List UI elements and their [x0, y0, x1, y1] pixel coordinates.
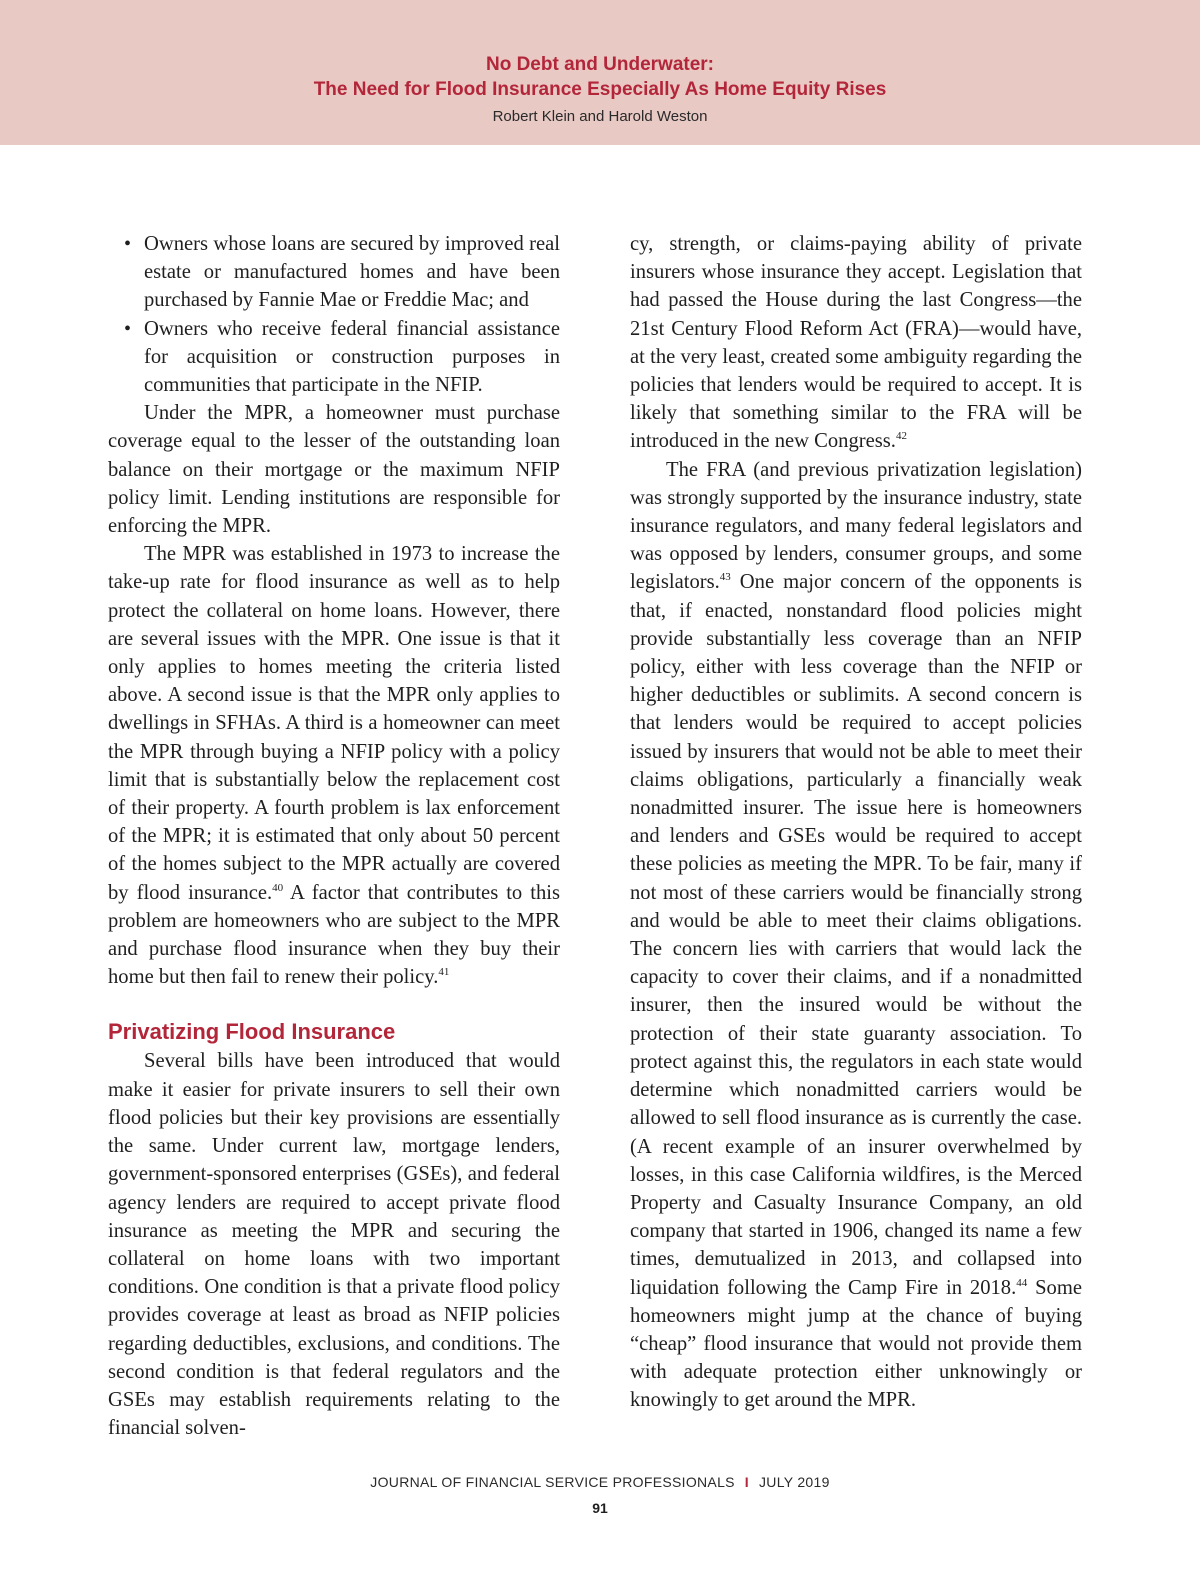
paragraph: Under the MPR, a homeowner must purchase coverage equal to the lesser of the outstanding loan balance on their mortgage or the maximum NFIP policy limit. Lending institutions are responsible for enforcing the MPR.	[108, 402, 560, 538]
footnote-ref: 40	[272, 881, 284, 894]
list-item	[108, 315, 560, 400]
paragraph	[630, 230, 1082, 456]
section-heading: Privatizing Flood Insurance	[108, 1019, 396, 1045]
paragraph-text: The FRA (and previous privatization legislation) was strongly supported by the insurance industry, state insurance regulators, and many federal legislators and was opposed by lenders, consumer groups, and some legislators.	[630, 458, 1082, 594]
bullet-icon: •	[124, 233, 132, 255]
bullet-text: Owners whose loans are secured by improved real estate or manufactured homes and have been purchased by Fannie Mae or Freddie Mac; and	[144, 233, 560, 312]
paragraph-text: A factor that contributes to this problem are homeowners who are subject to the MPR and purchase flood insurance when they buy their home but then fail to renew their policy.	[108, 881, 560, 989]
bullet-text: Owners who receive federal financial assistance for acquisition or construction purposes in communities that participate in the NFIP.	[144, 317, 560, 397]
issue-date: JULY 2019	[759, 1474, 830, 1490]
paragraph	[630, 456, 1082, 1415]
left-column	[108, 230, 560, 1442]
footer-separator: I	[744, 1474, 749, 1490]
article-title-line-2: The Need for Flood Insurance Especially As Home Equity Rises	[313, 79, 887, 100]
right-column	[630, 230, 1082, 1415]
list-item	[108, 230, 560, 315]
page-footer	[0, 1474, 1200, 1490]
footnote-ref: 42	[895, 430, 907, 443]
footnote-ref: 44	[1016, 1276, 1028, 1289]
paragraph-text: One major concern of the opponents is that, if enacted, nonstandard flood policies might provide substantially less coverage than an NFIP policy, either with less coverage than the NFIP or higher deductibles or sublimits. A second concern is that lenders would be required to accept policies issued by insurers that would not be able to meet their claims obligations, particularly a financially weak nonadmitted insurer. The issue here is homeowners and lenders and GSEs would be required to accept these policies as meeting the MPR. To be fair, many if not most of these carriers would be financially strong and would be able to meet their claims obligations. The concern lies with carriers that would lack the capacity to cover their claims, and if a nonadmitted insurer, then the insured would be without the protection of their state guaranty association. To protect against this, the regulators in each state would determine which nonadmitted carriers would be allowed to sell flood insurance as is currently the case. (A recent example of an insurer overwhelmed by losses, in this case California wildfires, is the Merced Property and Casualty Insurance Company, an old company that started in 1906, changed its name a few times, demutualized in 2013, and collapsed into liquidation following the Camp Fire in 2018.	[630, 571, 1082, 1299]
page-number: 91	[592, 1500, 608, 1516]
article-title-line-1: No Debt and Underwater:	[485, 54, 715, 75]
paragraph-text: cy, strength, or claims-paying ability of private insurers whose insurance they accept. Legislation that had passed the House during the last Congress—the 21st Century Flood Reform Act (FRA)—would have, at the very least, created some ambiguity regarding the policies that lenders would be required to accept. It is likely that something similar to the FRA will be introduced in the new Congress.	[630, 233, 1082, 453]
paragraph	[108, 540, 560, 991]
paragraph: Several bills have been introduced that would make it easier for private insurers to sell their own flood policies but their key provisions are essentially the same. Under current law, mortgage lenders, government-sponsored enterprises (GSEs), and federal agency lenders are required to accept private flood insurance as meeting the MPR and securing the collateral on home loans with two important conditions. One condition is that a private flood policy provides coverage at least as broad as NFIP policies regarding deductibles, exclusions, and conditions. The second condition is that federal regulators and the GSEs may establish requirements relating to the financial solven-	[108, 1050, 560, 1440]
footnote-ref: 41	[438, 966, 450, 979]
bullet-list	[108, 230, 560, 399]
journal-name: JOURNAL OF FINANCIAL SERVICE PROFESSIONALS	[370, 1474, 735, 1490]
article-authors: Robert Klein and Harold Weston	[492, 108, 708, 125]
bullet-icon: •	[124, 317, 132, 340]
footnote-ref: 43	[719, 571, 731, 584]
header-band	[0, 0, 1200, 145]
paragraph-text: The MPR was established in 1973 to increase the take-up rate for flood insurance as well as to help protect the collateral on home loans. However, there are several issues with the MPR. One issue is that it only applies to homes meeting the criteria listed above. A second issue is that the MPR only applies to dwellings in SFHAs. A third is a homeowner can meet the MPR through buying a NFIP policy with a policy limit that is substantially below the replacement cost of their property. A fourth problem is lax enforcement of the MPR; it is estimated that only about 50 percent of the homes subject to the MPR actually are covered by flood insurance.	[108, 543, 560, 904]
paragraph-text: Some homeowners might jump at the chance of buying “cheap” flood insurance that would not provide them with adequate protection either unknowingly or knowingly to get around the MPR.	[630, 1276, 1082, 1412]
